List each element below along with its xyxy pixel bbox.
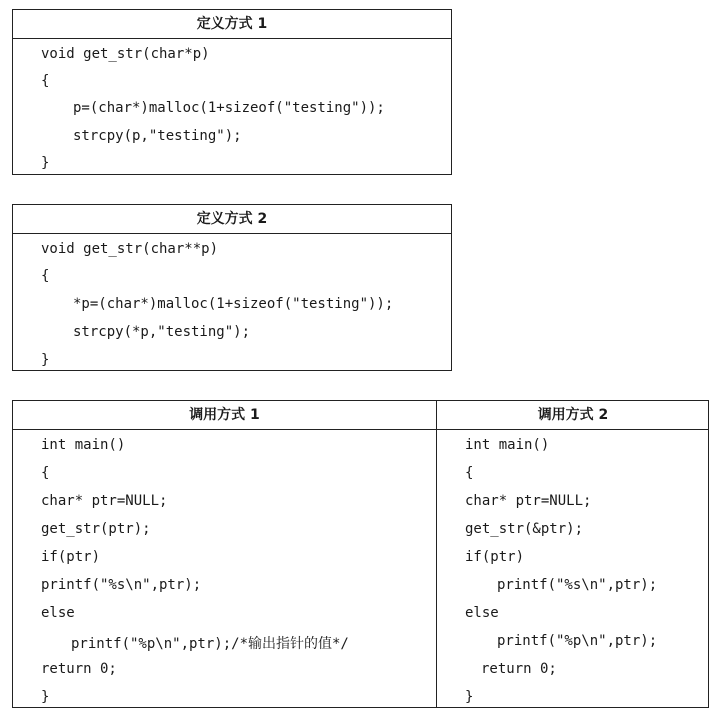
code-line: } <box>41 689 50 705</box>
call-2-title: 调用方式 2 <box>437 401 709 430</box>
code-line: { <box>41 268 50 284</box>
code-line: get_str(ptr); <box>41 521 151 537</box>
code-line: printf("%p\n",ptr);/*输出指针的值*/ <box>71 636 349 652</box>
code-line: get_str(&ptr); <box>465 521 584 537</box>
definition-2-title: 定义方式 2 <box>13 205 451 234</box>
code-line: if(ptr) <box>465 549 525 565</box>
code-line: else <box>41 605 75 621</box>
call-2-code <box>437 430 709 705</box>
definition-1-box <box>12 9 452 175</box>
code-line: { <box>41 73 50 89</box>
call-table <box>12 400 709 708</box>
code-line: int main() <box>465 437 550 453</box>
code-line: } <box>465 689 474 705</box>
call-1-title: 调用方式 1 <box>13 401 436 430</box>
code-line: strcpy(p,"testing"); <box>73 128 242 144</box>
code-line: char* ptr=NULL; <box>465 493 592 509</box>
code-line: printf("%s\n",ptr); <box>497 577 658 593</box>
code-line: else <box>465 605 499 621</box>
code-line: char* ptr=NULL; <box>41 493 168 509</box>
code-line: void get_str(char*p) <box>41 46 210 62</box>
code-line: return 0; <box>41 661 117 677</box>
code-line: } <box>41 352 50 368</box>
code-line: } <box>41 155 50 171</box>
code-line: return 0; <box>481 661 557 677</box>
definition-1-code <box>13 39 451 171</box>
definition-2-code <box>13 234 451 368</box>
call-1-column <box>13 401 436 707</box>
code-line: int main() <box>41 437 126 453</box>
call-1-code <box>13 430 436 705</box>
code-line: { <box>465 465 474 481</box>
code-line: p=(char*)malloc(1+sizeof("testing")); <box>73 100 385 116</box>
call-2-column <box>437 401 709 707</box>
definition-2-box <box>12 204 452 371</box>
definition-1-title: 定义方式 1 <box>13 10 451 39</box>
code-line: printf("%p\n",ptr); <box>497 633 658 649</box>
code-line: if(ptr) <box>41 549 101 565</box>
code-line: { <box>41 465 50 481</box>
code-line: printf("%s\n",ptr); <box>41 577 202 593</box>
code-line: strcpy(*p,"testing"); <box>73 324 251 340</box>
code-line: void get_str(char**p) <box>41 241 219 257</box>
code-line: *p=(char*)malloc(1+sizeof("testing")); <box>73 296 394 312</box>
